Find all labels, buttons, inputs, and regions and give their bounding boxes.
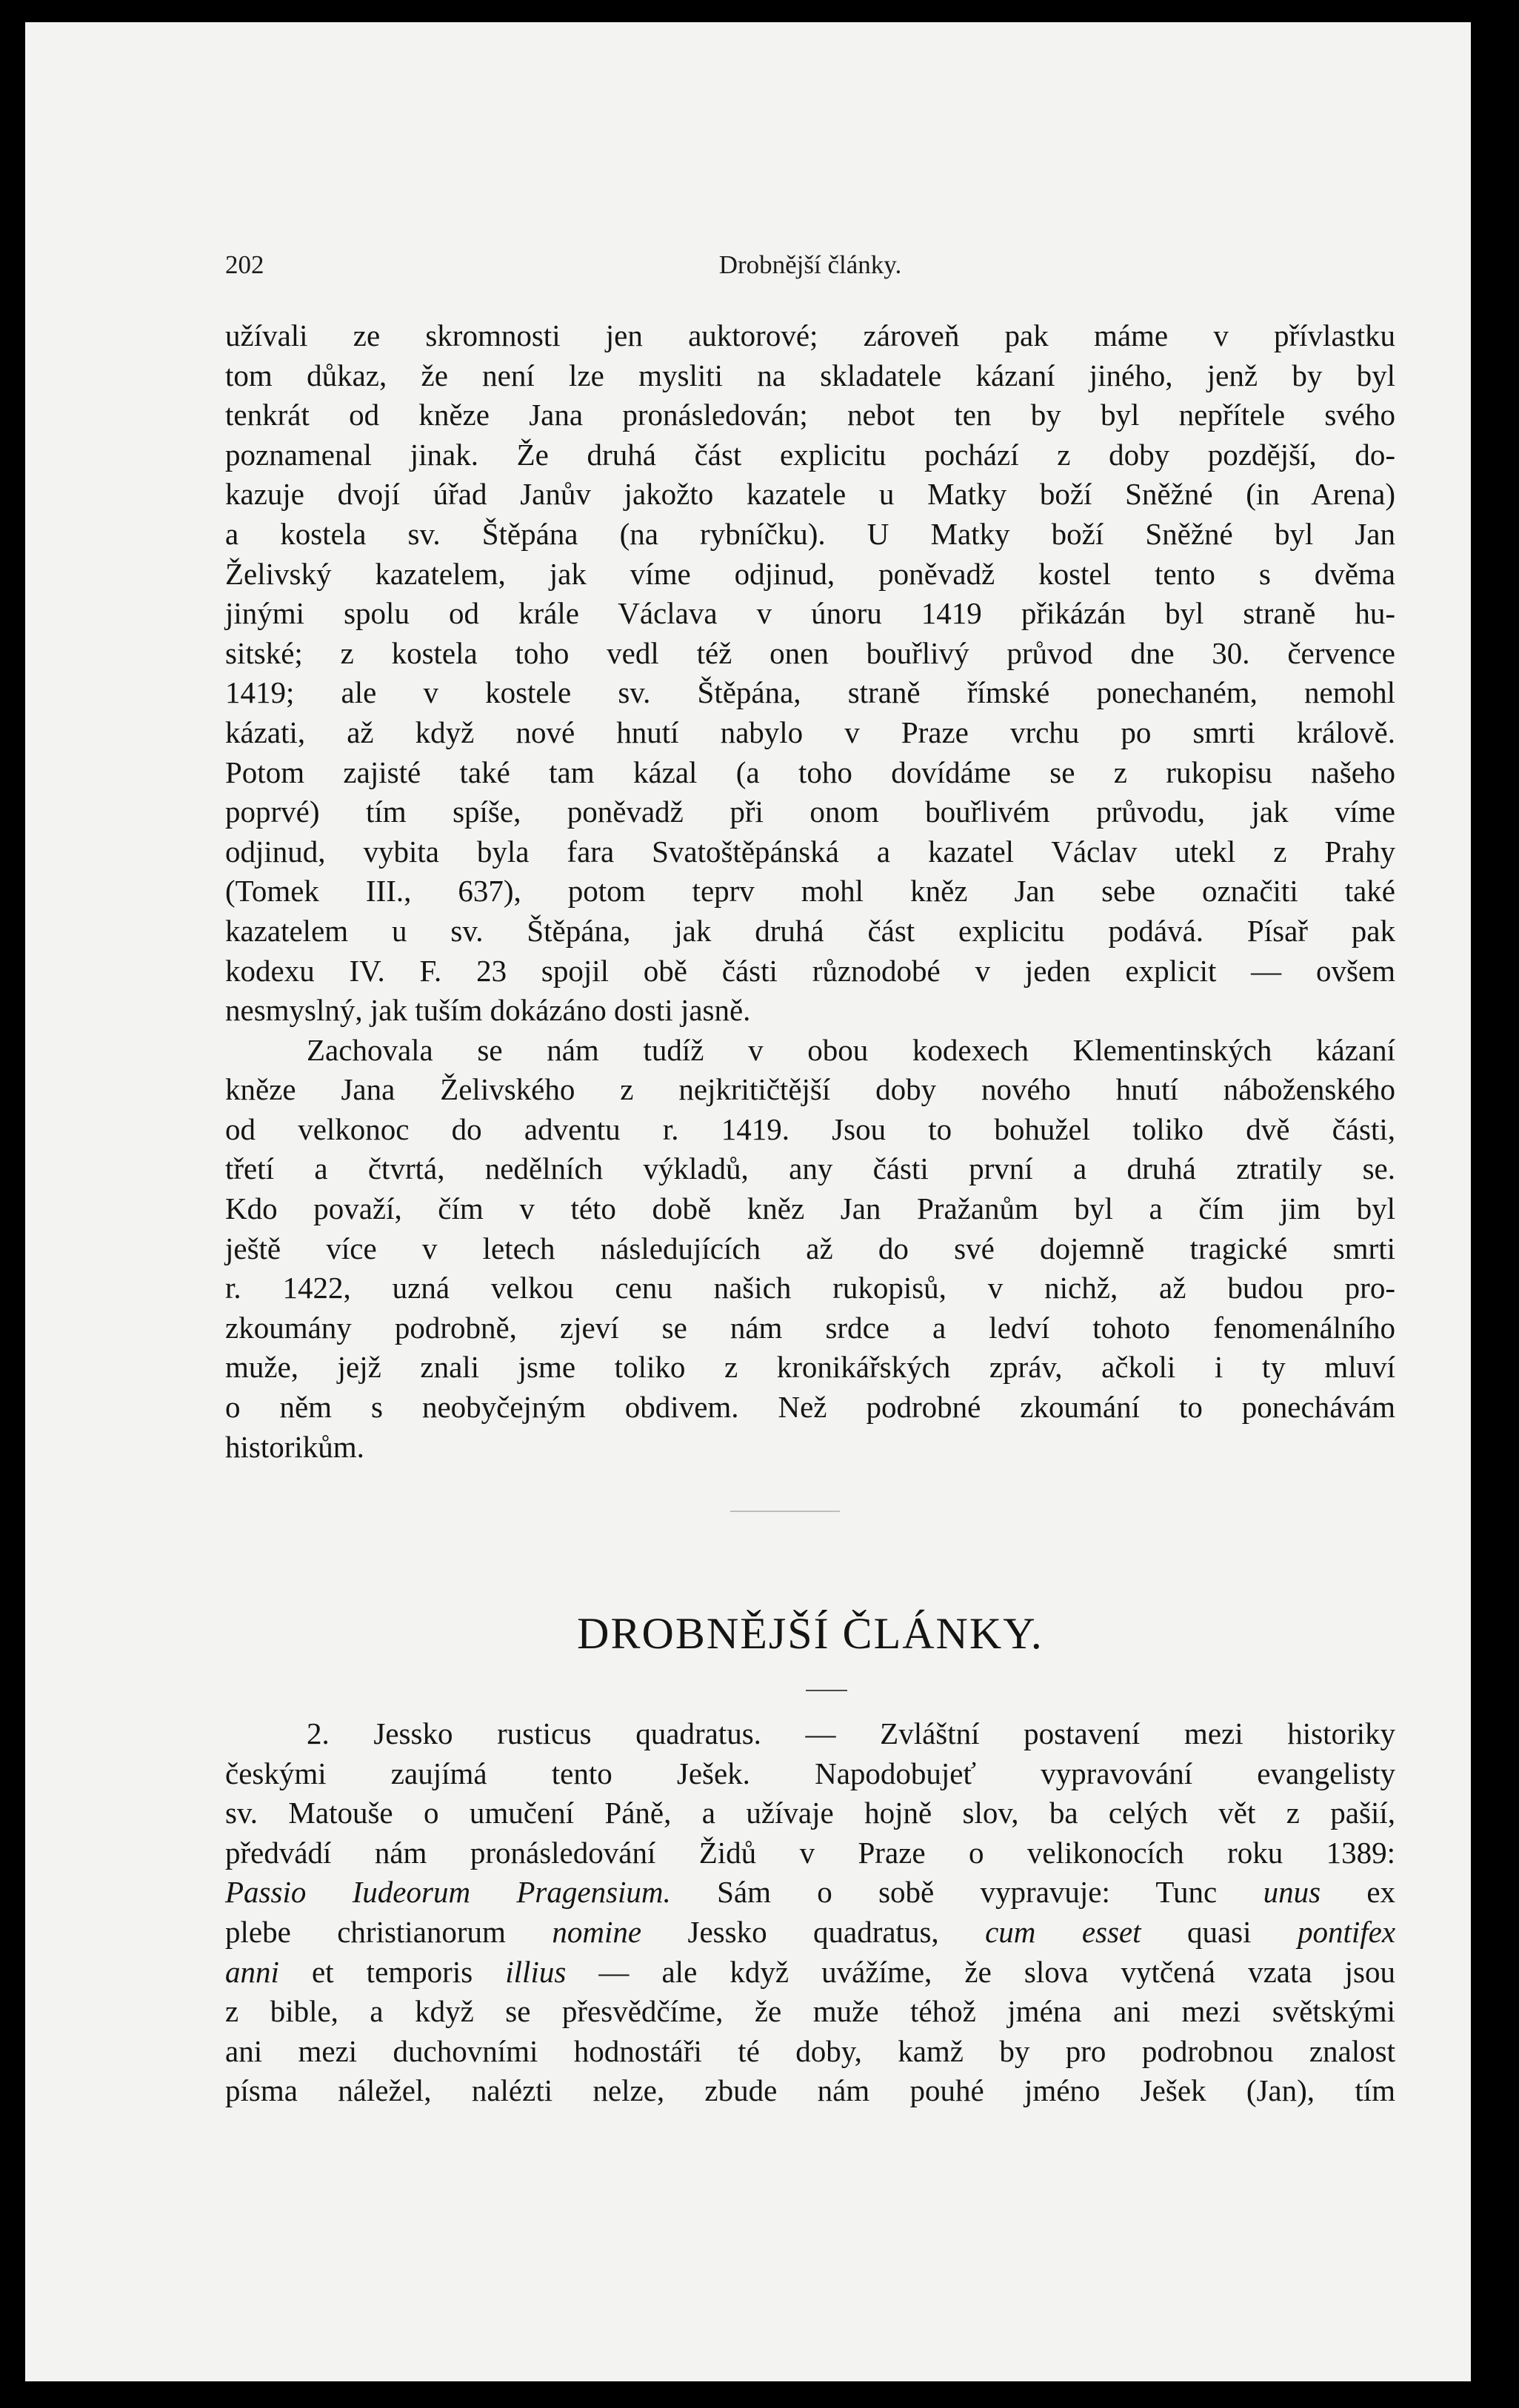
article-heading: Jessko rusticus quadratus.	[373, 1716, 761, 1750]
text-line: 1419; ale v kostele sv. Štěpána, straně římské ponechaném, nemohl	[225, 675, 1395, 710]
article-text-fragment: — ale když uvážíme, že slova vytčená vzata jsou	[598, 1954, 1395, 1989]
italic-phrase: nomine	[552, 1914, 642, 1949]
section-title: DROBNĚJŠÍ ČLÁNKY.	[577, 1609, 1044, 1658]
text-line: kodexu IV. F. 23 spojil obě části různodobé v jeden explicit — ovšem	[225, 953, 1395, 988]
italic-phrase: unus	[1263, 1875, 1321, 1910]
article-text-fragment: quasi	[1186, 1914, 1252, 1949]
article-number: 2.	[307, 1716, 330, 1750]
text-line: tom důkaz, že není lze mysliti na skladatele kázaní jiného, jenž by byl	[225, 358, 1395, 392]
text-line: (Tomek III., 637), potom teprv mohl kněz Jan sebe označiti také	[225, 874, 1395, 909]
text-line: od velkonoc do adventu r. 1419. Jsou to bohužel toliko dvě části,	[225, 1111, 1395, 1146]
article-line: předvádí nám pronásledování Židů v Praze o velikonocích roku 1389:	[225, 1835, 1395, 1870]
section-divider	[730, 1511, 840, 1512]
article-text-fragment: Sám o sobě vypravuje: Tunc	[717, 1875, 1218, 1910]
page-number: 202	[225, 250, 264, 279]
text-line: odjinud, vybita byla fara Svatoštěpánská a kazatel Václav utekl z Prahy	[225, 834, 1395, 869]
text-line: ještě více v letech následujících až do své dojemně tragické smrti	[225, 1231, 1395, 1265]
text-line: jinými spolu od krále Václava v únoru 1419 přikázán byl straně hu-	[225, 596, 1395, 631]
page-header	[225, 250, 1395, 287]
text-line: kazuje dvojí úřad Janův jakožto kazatele u Matky boží Sněžné (in Arena)	[225, 477, 1395, 512]
text-line: poprvé) tím spíše, poněvadž při onom bouřlivém průvodu, jak víme	[225, 795, 1395, 829]
text-line: kněze Jana Želivského z nejkritičtější doby nového hnutí náboženského	[225, 1072, 1395, 1107]
text-line: zkoumány podrobně, zjeví se nám srdce a ledví tohoto fenomenálního	[225, 1310, 1395, 1345]
body-text	[225, 316, 1395, 1467]
running-title: Drobnější články.	[718, 250, 902, 279]
italic-phrase: cum esset	[985, 1914, 1141, 1949]
text-line: poznamenal jinak. Že druhá část explicitu pochází z doby pozdější, do-	[225, 437, 1395, 472]
text-line: nesmyslný, jak tuším dokázáno dosti jasně.	[225, 993, 751, 1028]
title-rule	[806, 1690, 847, 1691]
article-line	[225, 1873, 1395, 1913]
article-line	[225, 1913, 1395, 1953]
article-text	[225, 1714, 1395, 2111]
text-line: Kdo považí, čím v této době kněz Jan Pražanům byl a čím jim byl	[225, 1191, 1395, 1226]
italic-phrase: anni	[225, 1954, 279, 1989]
text-line: historikům.	[225, 1429, 364, 1464]
text-line: Potom zajisté také tam kázal (a toho dovídáme se z rukopisu našeho	[225, 755, 1395, 789]
text-line: sitské; z kostela toho vedl též onen bouřlivý průvod dne 30. července	[225, 635, 1395, 670]
article-line	[225, 1714, 1395, 1754]
text-line: muže, jejž znali jsme toliko z kronikářských zpráv, ačkoli i ty mluví	[225, 1350, 1395, 1385]
article-text-fragment: — Zvláštní postavení mezi historiky	[805, 1716, 1396, 1750]
text-line: Zachovala se nám tudíž v obou kodexech Klementinských kázaní	[307, 1032, 1395, 1067]
text-line: a kostela sv. Štěpána (na rybníčku). U Matky boží Sněžné byl Jan	[225, 516, 1395, 551]
text-line: třetí a čtvrtá, nedělních výkladů, any části první a druhá ztratily se.	[225, 1151, 1395, 1186]
italic-phrase: pontifex	[1297, 1914, 1396, 1949]
article-text-fragment: Jessko quadratus,	[687, 1914, 939, 1949]
article-line: z bible, a když se přesvědčíme, že muže téhož jména ani mezi světskými	[225, 1994, 1395, 2029]
text-line: kazatelem u sv. Štěpána, jak druhá část explicitu podává. Písař pak	[225, 913, 1395, 948]
article-text-fragment: et temporis	[312, 1954, 473, 1989]
article-line: českými zaujímá tento Ješek. Napodobujeť vypravování evangelisty	[225, 1756, 1395, 1790]
text-line: kázati, až když nové hnutí nabylo v Praze vrchu po smrti králově.	[225, 715, 1395, 749]
italic-phrase: Passio Iudeorum Pragensium.	[225, 1875, 671, 1910]
text-line: Želivský kazatelem, jak víme odjinud, poněvadž kostel tento s dvěma	[225, 556, 1395, 591]
text-line: o něm s neobyčejným obdivem. Než podrobné zkoumání to ponechávám	[225, 1390, 1395, 1425]
article-line: sv. Matouše o umučení Páně, a užívaje hojně slov, ba celých vět z pašií,	[225, 1796, 1395, 1830]
article-line: ani mezi duchovními hodnostáři té doby, kamž by pro podrobnou znalost	[225, 2033, 1395, 2068]
article-line: písma náležel, nalézti nelze, zbude nám pouhé jméno Ješek (Jan), tím	[225, 2073, 1395, 2108]
text-line: r. 1422, uzná velkou cenu našich rukopisů, v nichž, až budou pro-	[225, 1271, 1395, 1305]
italic-phrase: illius	[505, 1954, 567, 1989]
text-line: tenkrát od kněze Jana pronásledován; nebot ten by byl nepřítele svého	[225, 398, 1395, 432]
article-text-fragment: plebe christianorum	[225, 1914, 506, 1949]
article-text-fragment: ex	[1366, 1875, 1396, 1910]
text-line: užívali ze skromnosti jen auktorové; zároveň pak máme v přívlastku	[225, 318, 1395, 352]
article-line	[225, 1953, 1395, 1993]
book-page	[25, 22, 1471, 2381]
